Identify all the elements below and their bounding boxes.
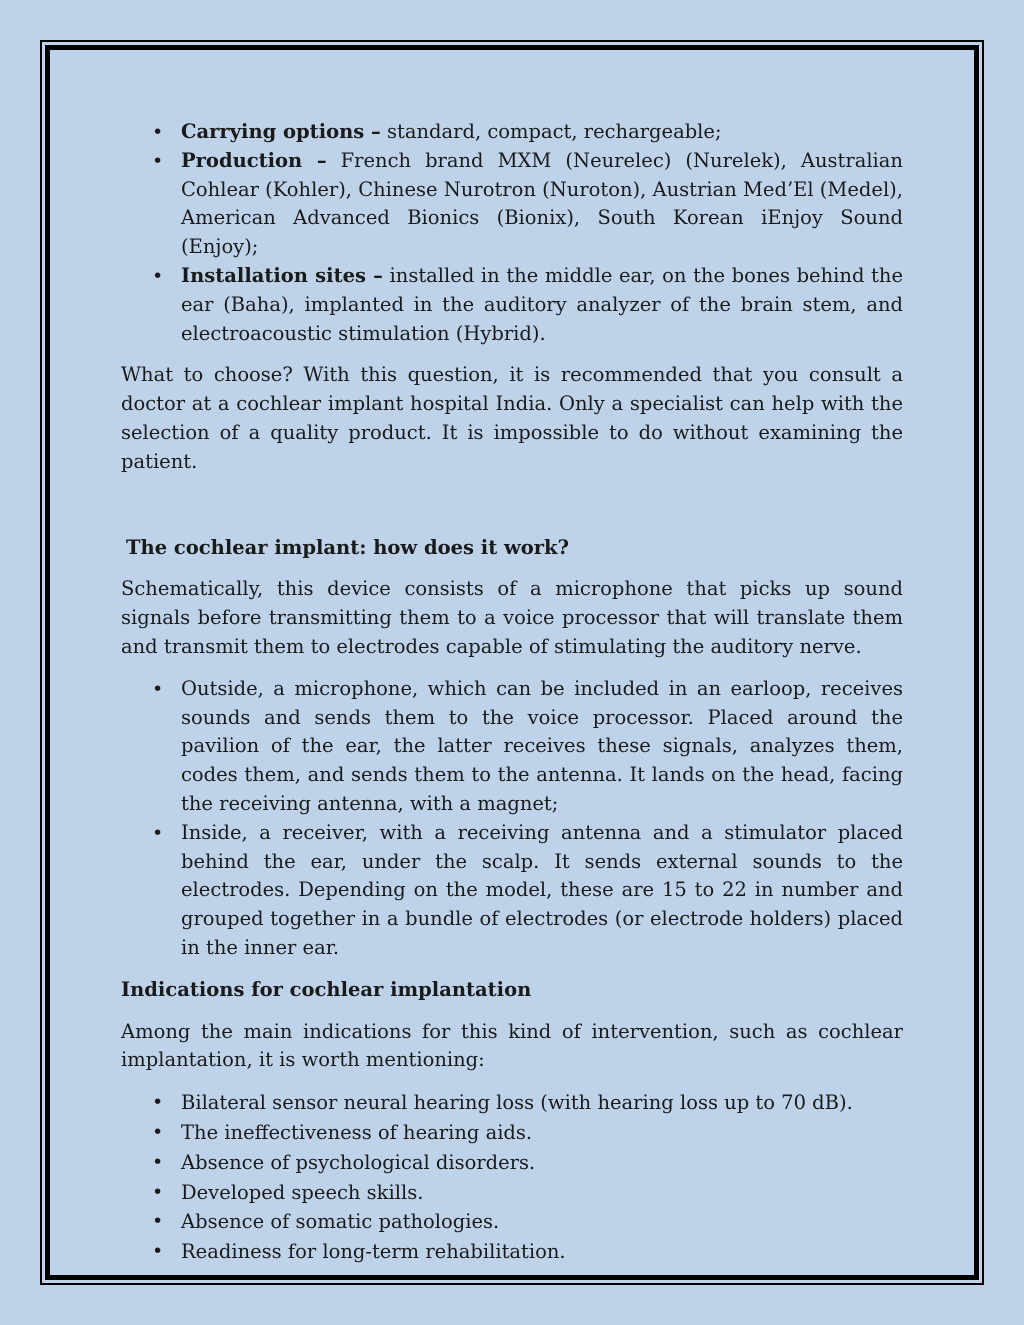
list-item	[121, 1178, 903, 1208]
list-item	[121, 675, 903, 819]
list-item	[121, 1118, 903, 1148]
bullet-icon: •	[152, 821, 164, 844]
section-heading: The cochlear implant: how does it work?	[126, 535, 569, 559]
list-item	[121, 147, 903, 262]
bullet-icon: •	[152, 264, 164, 287]
list-item-term: Installation sites –	[181, 263, 383, 287]
list-item-text: The ineffectiveness of hearing aids.	[181, 1120, 533, 1144]
list-item-term: Production –	[181, 148, 327, 172]
list-item-text: Readiness for long-term rehabilitation.	[181, 1240, 566, 1264]
list-item-text: installed in the middle ear, on the bones behind the ear (Baha), implanted in the auditory analyzer of the brain stem, and electroacoustic stimulation (Hybrid).	[181, 263, 903, 345]
paragraph-indications: Among the main indications for this kind of intervention, such as cochlear implantation, it is worth mentioning:	[121, 1019, 903, 1072]
components-list	[121, 675, 903, 963]
bullet-icon: •	[152, 1240, 164, 1263]
list-item-text: Inside, a receiver, with a receiving antenna and a stimulator placed behind the ear, under the scalp. It sends external sounds to the electrodes. Depending on the model, these are 15 to 22 in number and grouped together in a bundle of electrodes (or electrode holders) placed in the inner ear.	[181, 820, 903, 959]
list-item-term: Carrying options –	[181, 120, 381, 143]
list-item	[121, 118, 903, 147]
list-item-text: Outside, a microphone, which can be included in an earloop, receives sounds and sends them to the voice processor. Placed around the pavilion of the ear, the latter receives these signals, analyzes them, codes them, and sends them to the antenna. It lands on the head, facing the receiving antenna, with a magnet;	[181, 676, 903, 815]
list-item	[121, 1207, 903, 1237]
bullet-icon: •	[152, 1180, 164, 1203]
list-item	[121, 1148, 903, 1178]
list-item-text: Absence of somatic pathologies.	[181, 1210, 500, 1234]
list-item	[121, 1237, 903, 1267]
list-item	[121, 262, 903, 348]
list-item-text: Absence of psychological disorders.	[181, 1150, 536, 1174]
paragraph-choose: What to choose? With this question, it is recommended that you consult a doctor at a cochlear implant hospital India. Only a specialist can help with the selection of a quality product. It is impossible to do without examining the patient.	[121, 363, 903, 473]
list-item-text: Developed speech skills.	[181, 1180, 424, 1204]
list-item-text: French brand MXM (Neurelec) (Nurelek), Australian Cohlear (Kohler), Chinese Nurotron (Nuroton), Austrian Med’El (Medel), American Advanced Bionics (Bionix), South Korean iEnjoy Sound (Enjoy);	[181, 148, 903, 259]
paragraph-schematic: Schematically, this device consists of a microphone that picks up sound signals before transmitting them to a voice processor that will translate them and transmit them to electrodes capable of stimulating the auditory nerve.	[121, 577, 903, 658]
list-item-text: Bilateral sensor neural hearing loss (with hearing loss up to 70 dB).	[181, 1091, 853, 1115]
bullet-icon: •	[152, 1150, 164, 1173]
bullet-icon: •	[152, 1120, 164, 1143]
document-body	[121, 118, 903, 1267]
list-item	[121, 819, 903, 963]
bullet-icon: •	[152, 1210, 164, 1233]
list-item	[121, 1088, 903, 1118]
bullet-icon: •	[152, 121, 164, 143]
list-item-text: standard, compact, rechargeable;	[380, 120, 722, 143]
section-heading: Indications for cochlear implantation	[121, 977, 532, 1001]
bullet-icon: •	[152, 1091, 164, 1114]
bullet-icon: •	[152, 149, 164, 172]
bullet-icon: •	[152, 677, 164, 700]
indications-list	[121, 1088, 903, 1267]
options-list	[121, 118, 903, 348]
